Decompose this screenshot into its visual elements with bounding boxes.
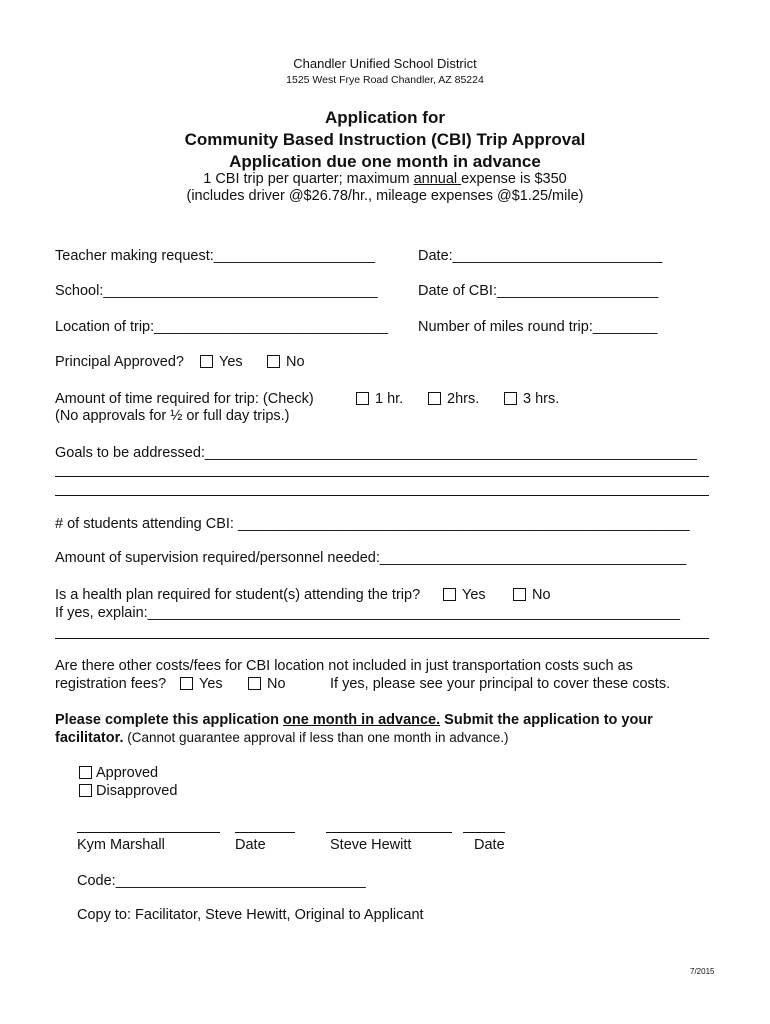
title-line-1: Application for — [325, 108, 445, 127]
signature-date-line-1[interactable] — [235, 832, 295, 833]
checkbox-icon[interactable] — [79, 784, 92, 797]
registration-fees-label: registration fees? — [55, 676, 167, 692]
copy-to-note: Copy to: Facilitator, Steve Hewitt, Original to Applicant — [77, 907, 424, 923]
date-field[interactable]: Date:__________________________ — [418, 248, 663, 264]
goals-line-3[interactable] — [55, 495, 709, 496]
health-yes-option[interactable]: Yes — [443, 587, 486, 603]
goals-line-2[interactable] — [55, 476, 709, 477]
checkbox-icon[interactable] — [356, 392, 369, 405]
signature-line-steve[interactable] — [326, 832, 452, 833]
miles-field[interactable]: Number of miles round trip:________ — [418, 319, 658, 335]
checkbox-icon[interactable] — [513, 588, 526, 601]
date-of-cbi-field[interactable]: Date of CBI:____________________ — [418, 283, 659, 299]
checkbox-icon[interactable] — [200, 355, 213, 368]
costs-question: Are there other costs/fees for CBI location not included in just transportation costs such as — [55, 658, 633, 674]
code-field[interactable]: Code:_______________________________ — [77, 873, 366, 889]
signature-line-kym[interactable] — [77, 832, 220, 833]
checkbox-icon[interactable] — [443, 588, 456, 601]
time-3hrs-option[interactable]: 3 hrs. — [504, 391, 559, 407]
principal-no-option[interactable]: No — [267, 354, 305, 370]
health-no-option[interactable]: No — [513, 587, 551, 603]
checkbox-icon[interactable] — [504, 392, 517, 405]
district-address: 1525 West Frye Road Chandler, AZ 85224 — [286, 74, 484, 86]
principal-yes-option[interactable]: Yes — [200, 354, 243, 370]
title-line-2: Community Based Instruction (CBI) Trip Approval — [184, 130, 586, 149]
signer-steve-hewitt: Steve Hewitt — [330, 837, 412, 853]
title-line-3: Application due one month in advance — [229, 152, 541, 171]
district-name: Chandler Unified School District — [293, 56, 477, 71]
time-1hr-option[interactable]: 1 hr. — [356, 391, 403, 407]
checkbox-icon[interactable] — [248, 677, 261, 690]
teacher-field[interactable]: Teacher making request:____________________ — [55, 248, 376, 264]
time-required-label: Amount of time required for trip: (Check) — [55, 391, 314, 407]
principal-approved-label: Principal Approved? — [55, 354, 184, 370]
instructions-line-1: Please complete this application one month in advance. Submit the application to your — [55, 712, 653, 728]
school-field[interactable]: School:__________________________________ — [55, 283, 378, 299]
signer-date-2: Date — [474, 837, 505, 853]
supervision-field[interactable]: Amount of supervision required/personnel needed:______________________________________ — [55, 550, 687, 566]
revision-date: 7/2015 — [690, 967, 715, 976]
subtitle-line-1: 1 CBI trip per quarter; maximum annual expense is $350 — [203, 171, 567, 187]
students-field[interactable]: # of students attending CBI: ________________________________________________________ — [55, 516, 690, 532]
checkbox-icon[interactable] — [267, 355, 280, 368]
time-note: (No approvals for ½ or full day trips.) — [55, 408, 290, 424]
signature-date-line-2[interactable] — [463, 832, 505, 833]
signer-date-1: Date — [235, 837, 266, 853]
explain-line-2[interactable] — [55, 638, 709, 639]
explain-field[interactable]: If yes, explain:__________________________________________________________________ — [55, 605, 680, 621]
goals-field[interactable]: Goals to be addressed:_____________________________________________________________ — [55, 445, 697, 461]
health-plan-label: Is a health plan required for student(s) attending the trip? — [55, 587, 421, 603]
location-field[interactable]: Location of trip:_____________________________ — [55, 319, 389, 335]
subtitle-line-2: (includes driver @$26.78/hr., mileage expenses @$1.25/mile) — [186, 188, 584, 204]
fees-yes-option[interactable]: Yes — [180, 676, 223, 692]
instructions-line-2: facilitator. (Cannot guarantee approval if less than one month in advance.) — [55, 730, 509, 746]
signer-kym-marshall: Kym Marshall — [77, 837, 165, 853]
fees-no-option[interactable]: No — [248, 676, 286, 692]
checkbox-icon[interactable] — [79, 766, 92, 779]
checkbox-icon[interactable] — [180, 677, 193, 690]
costs-note: If yes, please see your principal to cover these costs. — [330, 676, 671, 692]
time-2hrs-option[interactable]: 2hrs. — [428, 391, 479, 407]
disapproved-option[interactable]: Disapproved — [79, 783, 177, 799]
checkbox-icon[interactable] — [428, 392, 441, 405]
approved-option[interactable]: Approved — [79, 765, 158, 781]
